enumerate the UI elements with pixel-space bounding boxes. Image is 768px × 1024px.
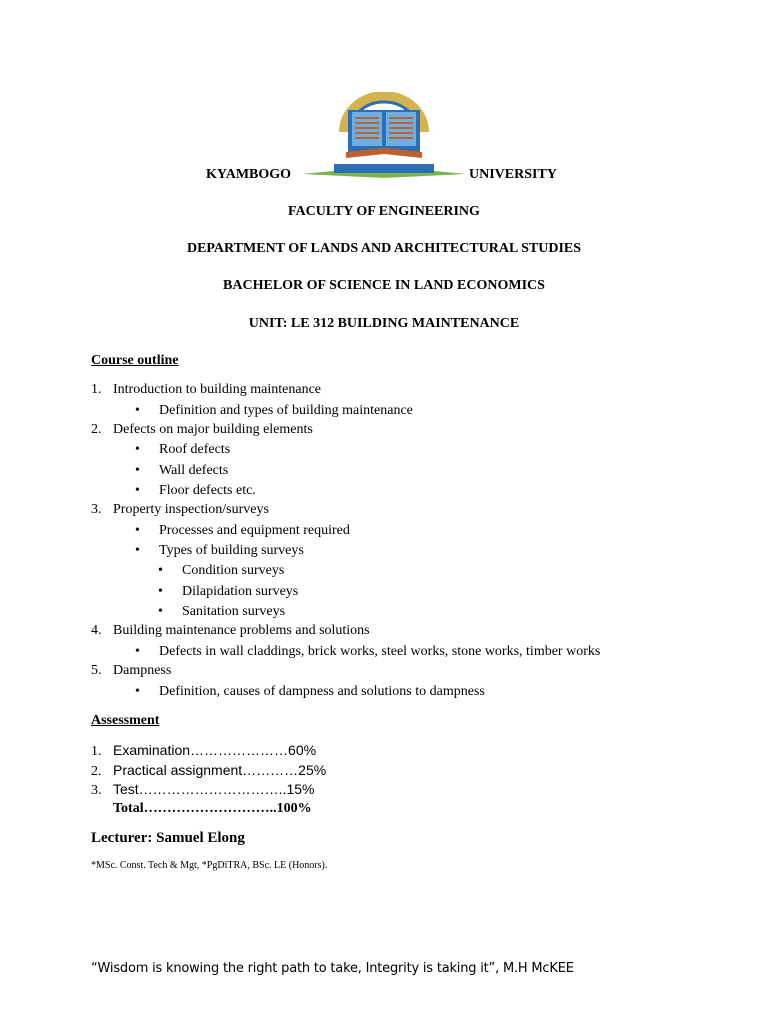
lecturer-name: Lecturer: Samuel Elong bbox=[91, 830, 245, 846]
university-crest-icon bbox=[300, 92, 468, 184]
unit-heading: UNIT: LE 312 BUILDING MAINTENANCE bbox=[248, 316, 520, 331]
outline-item: 2. Defects on major building elements bbox=[91, 422, 313, 437]
outline-item: 4. Building maintenance problems and solutions bbox=[91, 623, 370, 638]
university-name-right: UNIVERSITY bbox=[469, 167, 557, 182]
outline-subitem: • Definition, causes of dampness and solutions to dampness bbox=[135, 684, 485, 699]
outline-item: 5. Dampness bbox=[91, 663, 172, 678]
lecturer-credentials: *MSc. Const. Tech & Mgt, *PgDiTRA, BSc. LE (Honors). bbox=[91, 860, 328, 871]
university-name-left: KYAMBOGO bbox=[206, 167, 292, 182]
outline-subsubitem: • Condition surveys bbox=[158, 563, 285, 578]
outline-subitem: • Defects in wall claddings, brick works, steel works, stone works, timber works bbox=[135, 644, 601, 659]
outline-subitem: • Definition and types of building maintenance bbox=[135, 403, 413, 418]
outline-subsubitem: • Dilapidation surveys bbox=[158, 584, 299, 599]
outline-subitem: • Roof defects bbox=[135, 442, 231, 457]
assessment-title: Assessment bbox=[91, 713, 160, 728]
degree-heading: BACHELOR OF SCIENCE IN LAND ECONOMICS bbox=[223, 278, 545, 293]
outline-subitem: • Types of building surveys bbox=[135, 543, 304, 558]
assessment-item: 2. Practical assignment…………25% bbox=[91, 762, 327, 779]
faculty-heading: FACULTY OF ENGINEERING bbox=[288, 204, 480, 219]
course-outline-title: Course outline bbox=[91, 353, 179, 368]
outline-subitem: • Wall defects bbox=[135, 463, 229, 478]
outline-item: 1. Introduction to building maintenance bbox=[91, 382, 322, 397]
outline-subitem: • Floor defects etc. bbox=[135, 483, 256, 498]
outline-item: 3. Property inspection/surveys bbox=[91, 502, 269, 517]
outline-subitem: • Processes and equipment required bbox=[135, 523, 350, 538]
assessment-total: Total………………………..100% bbox=[113, 801, 312, 816]
assessment-item: 1. Examination…………………60% bbox=[91, 742, 317, 759]
assessment-item: 3. Test…………………………..15% bbox=[91, 781, 315, 798]
department-heading: DEPARTMENT OF LANDS AND ARCHITECTURAL STUDIES bbox=[186, 241, 582, 256]
outline-subsubitem: • Sanitation surveys bbox=[158, 604, 286, 619]
footer-quote: “Wisdom is knowing the right path to take, Integrity is taking it”, M.H McKEE bbox=[91, 961, 574, 976]
